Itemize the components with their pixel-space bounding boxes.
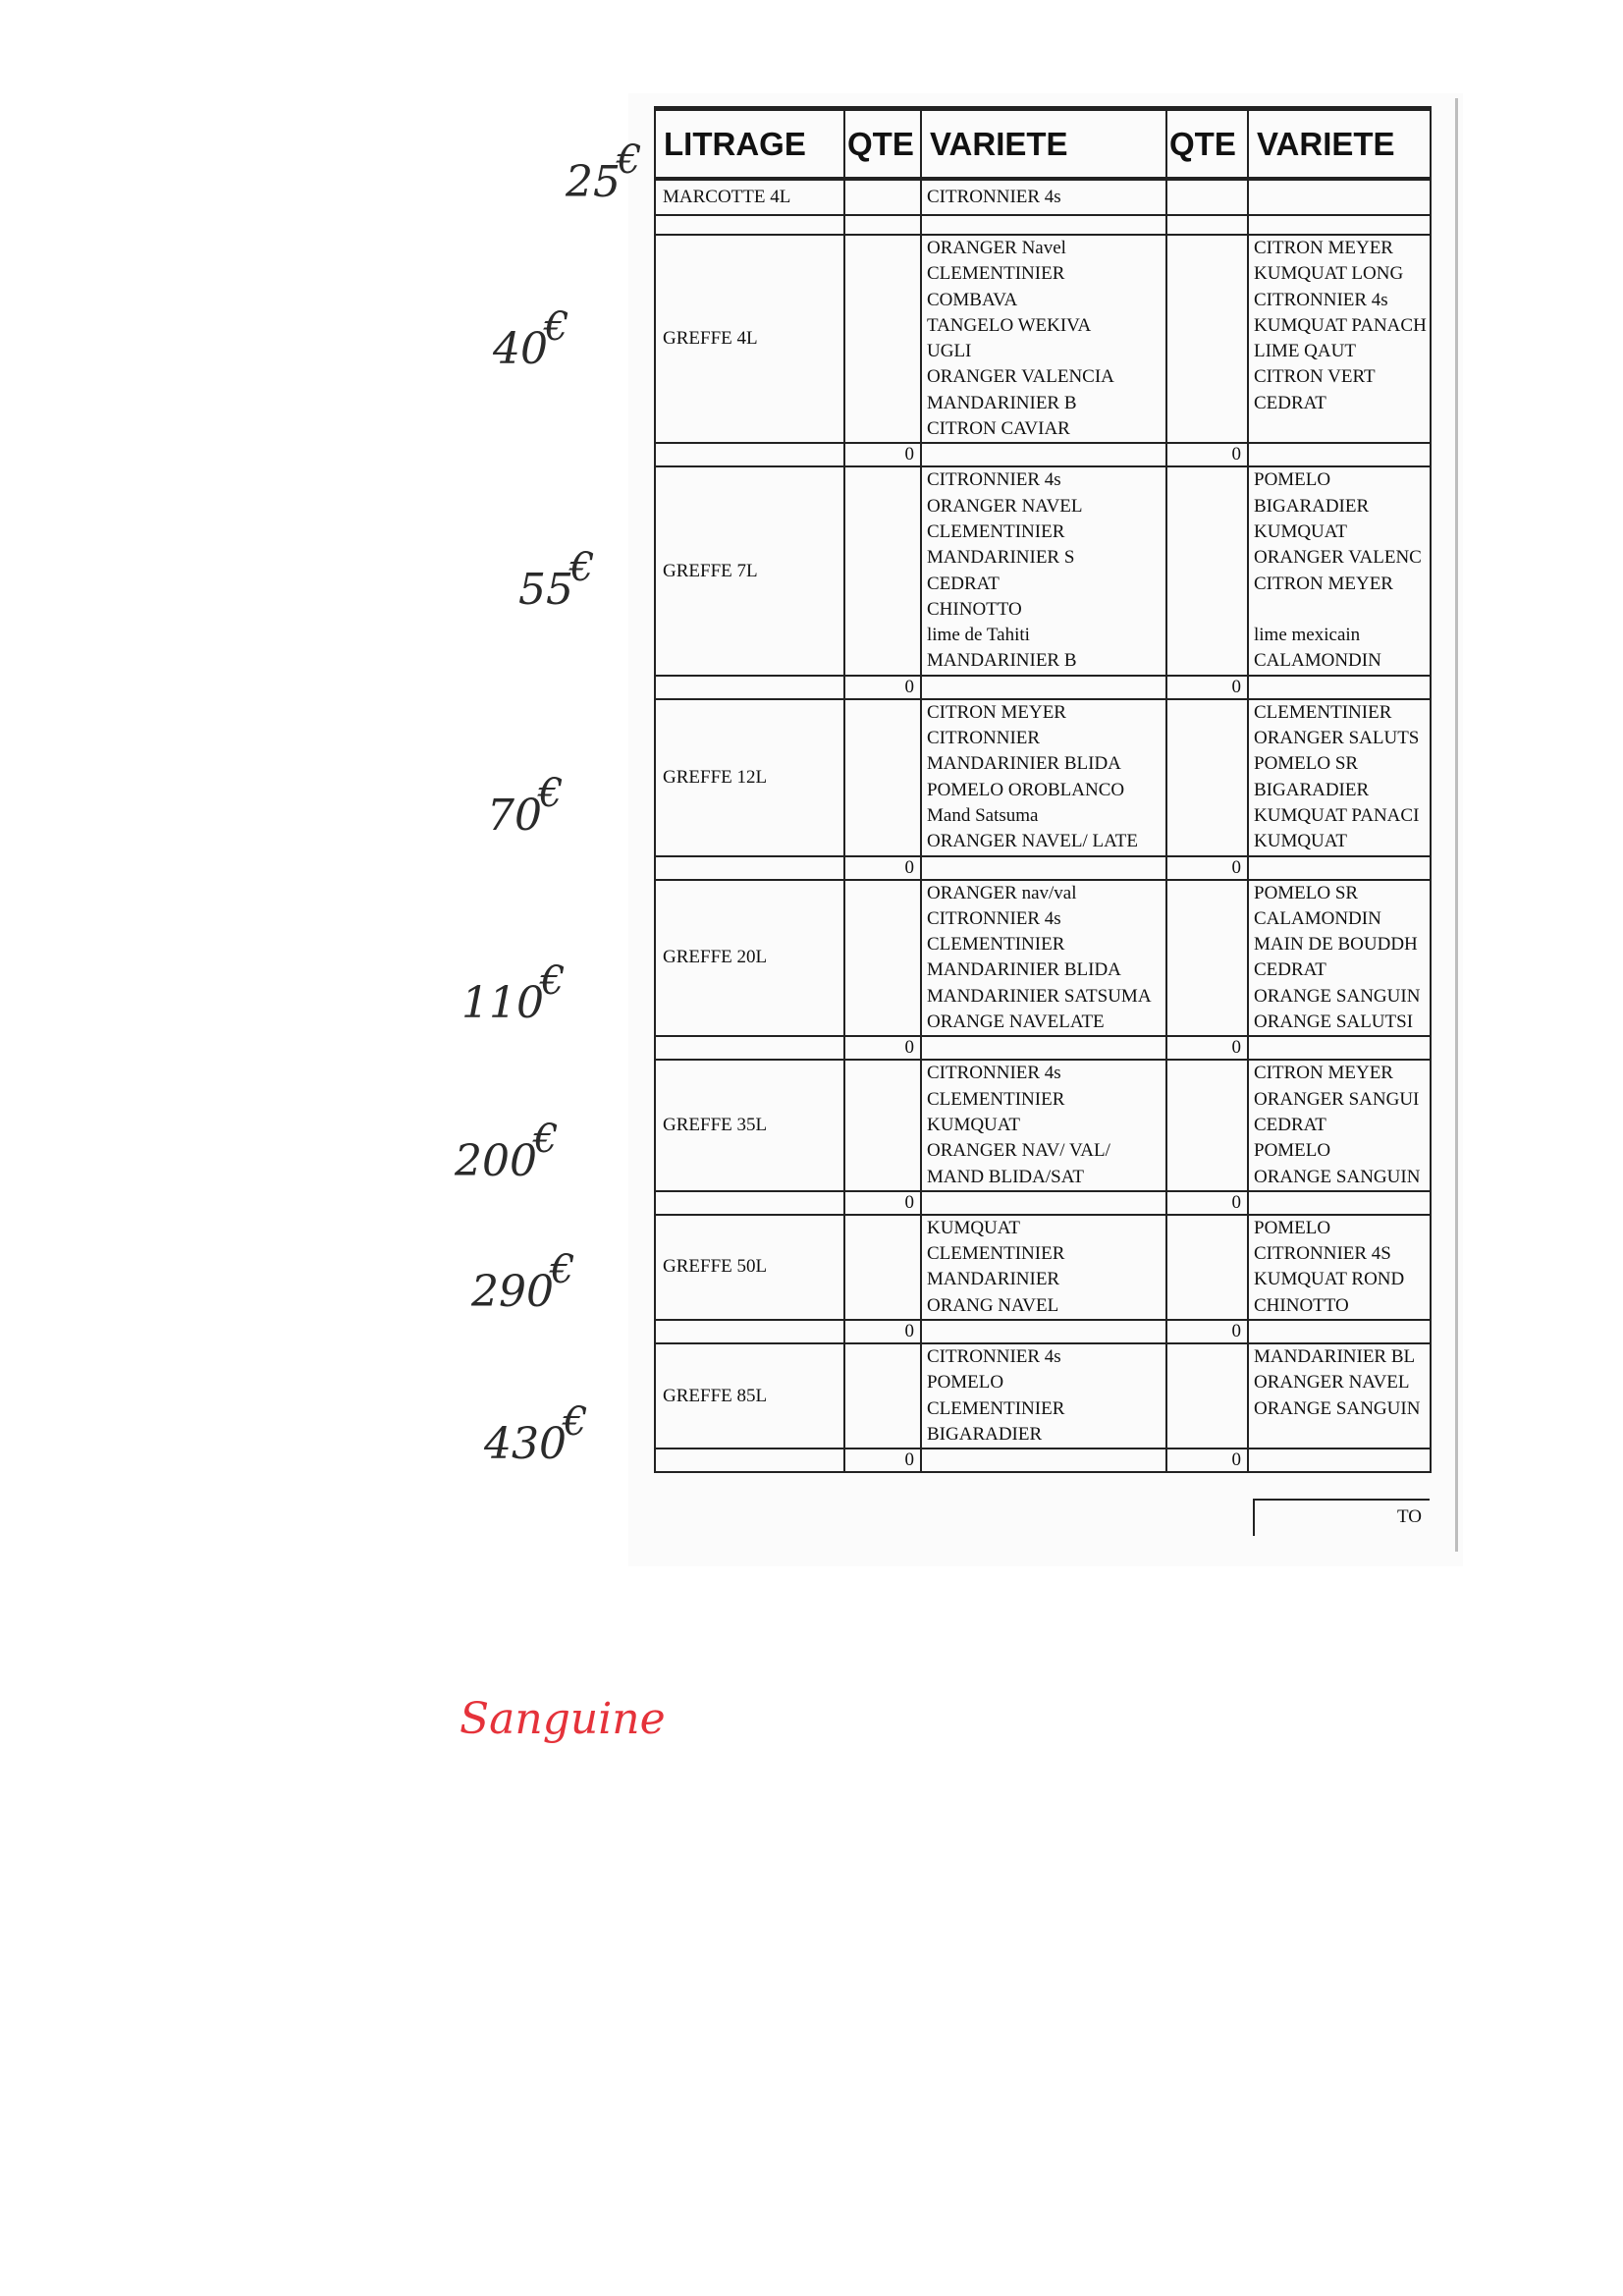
qte-subtotal: 0: [1166, 1320, 1248, 1343]
variete-item: lime de Tahiti: [927, 625, 1030, 646]
qte-cell: [844, 179, 921, 215]
table-row: [655, 699, 1431, 856]
variete-cell: [1248, 466, 1431, 675]
variete-item: ORANGER SANGUI: [1254, 1088, 1420, 1110]
variete-item: CEDRAT: [1254, 392, 1326, 413]
variete-item: BIGARADIER: [927, 1423, 1043, 1445]
variete-item: ORANGE SANGUIN: [1254, 1397, 1421, 1419]
qte-subtotal: 0: [844, 1036, 921, 1060]
variete-item: CITRONNIER 4S: [1254, 1243, 1391, 1265]
variete-item: POMELO: [1254, 1140, 1331, 1162]
qte-cell: [1166, 1060, 1248, 1190]
variete-item: MANDARINIER: [927, 1269, 1060, 1290]
header-variete: VARIETE: [1248, 109, 1431, 180]
litrage-cell: GREFFE 35L: [655, 1060, 844, 1190]
subtotal-row: [655, 856, 1431, 880]
variete-item: CITRON MEYER: [1254, 238, 1393, 258]
qte-cell: [844, 880, 921, 1037]
variete-item: TANGELO WEKIVA: [927, 314, 1092, 336]
qte-subtotal: 0: [844, 1449, 921, 1472]
variete-item: POMELO: [1254, 1217, 1331, 1238]
price-greffe-12l: 70€: [487, 771, 564, 841]
variete-item: KUMQUAT ROND: [1254, 1269, 1405, 1290]
variete-item: CITRON CAVIAR: [927, 418, 1070, 440]
variete-item: CITRONNIER 4s: [927, 1063, 1061, 1084]
variete-item: LIME QAUT: [1254, 341, 1356, 362]
spacer-row: [655, 215, 1431, 235]
variete-item: CALAMONDIN: [1254, 907, 1381, 929]
subtotal-row: [655, 676, 1431, 699]
qte-cell: [1166, 699, 1248, 856]
qte-subtotal: 0: [844, 443, 921, 466]
variete-item: CITRON MEYER: [1254, 573, 1393, 594]
variete-item: lime mexicain: [1254, 625, 1361, 646]
variete-item: ORANGER NAVEL: [1254, 1372, 1410, 1394]
qte-cell: [844, 699, 921, 856]
variete-item: CLEMENTINIER: [927, 1243, 1065, 1265]
qte-subtotal: 0: [1166, 676, 1248, 699]
variete-item: [1254, 597, 1430, 623]
price-marcotte-4l: 25€: [566, 137, 642, 207]
qte-cell: [1166, 880, 1248, 1037]
variete-item: ORANGE NAVELATE: [927, 1011, 1105, 1033]
price-greffe-7l: 55€: [518, 545, 595, 615]
price-greffe-35l: 200€: [455, 1117, 559, 1186]
variete-item: ORANGE SANGUIN: [1254, 985, 1421, 1007]
qte-subtotal: 0: [1166, 1036, 1248, 1060]
table-row: [655, 1060, 1431, 1190]
subtotal-row: [655, 1449, 1431, 1472]
table-row: [655, 466, 1431, 675]
price-greffe-4l: 40€: [493, 304, 569, 374]
variete-cell: [1248, 880, 1431, 1037]
total-cell: TO: [1253, 1499, 1430, 1536]
variete-cell: [921, 699, 1166, 856]
variete-item: POMELO SR: [1254, 753, 1359, 775]
variete-item: CALAMONDIN: [1254, 650, 1381, 672]
subtotal-row: [655, 1191, 1431, 1215]
qte-cell: [844, 235, 921, 443]
variete-item: ORANGE SANGUIN: [1254, 1166, 1421, 1187]
variete-item: MANDARINIER BL: [1254, 1345, 1416, 1367]
qte-subtotal: 0: [844, 1320, 921, 1343]
subtotal-row: [655, 1036, 1431, 1060]
variete-cell: [1248, 1060, 1431, 1190]
variete-item: ORANGER NAVEL: [927, 495, 1083, 517]
header-qte: QTE: [844, 109, 921, 180]
qte-cell: [1166, 179, 1248, 215]
variete-item: CLEMENTINIER: [1254, 701, 1392, 723]
variete-cell: [1248, 179, 1431, 215]
table-row: [655, 179, 1431, 215]
variete-cell: [921, 1215, 1166, 1320]
variete-item: CITRONNIER 4s: [927, 907, 1061, 929]
variete-item: POMELO SR: [1254, 882, 1359, 903]
litrage-cell: GREFFE 12L: [655, 699, 844, 856]
variete-cell: [921, 1343, 1166, 1449]
variete-item: KUMQUAT: [927, 1114, 1020, 1135]
variete-item: CITRONNIER 4s: [927, 1345, 1061, 1367]
variete-item: MANDARINIER SATSUMA: [927, 985, 1152, 1007]
variete-item: CITRON VERT: [1254, 366, 1376, 388]
variete-item: ORANGER nav/val: [927, 882, 1077, 903]
variete-item: CEDRAT: [1254, 1114, 1326, 1135]
variete-item: KUMQUAT PANACI: [1254, 804, 1420, 826]
header-qte: QTE: [1166, 109, 1248, 180]
qte-subtotal: 0: [1166, 443, 1248, 466]
variete-item: CHINOTTO: [1254, 1294, 1349, 1316]
table-row: [655, 1215, 1431, 1320]
variete-item: KUMQUAT LONG: [1254, 263, 1404, 285]
variete-item: KUMQUAT: [1254, 831, 1347, 852]
variete-item: CITRON MEYER: [927, 701, 1066, 723]
variete-item: MAIN DE BOUDDH: [1254, 934, 1418, 956]
litrage-cell: GREFFE 20L: [655, 880, 844, 1037]
variete-item: KUMQUAT: [1254, 520, 1347, 542]
qte-cell: [844, 466, 921, 675]
variete-item: CITRONNIER: [927, 728, 1041, 749]
variete-item: BIGARADIER: [1254, 779, 1370, 800]
variete-item: CLEMENTINIER: [927, 520, 1065, 542]
variete-item: CHINOTTO: [927, 598, 1022, 620]
variete-item: POMELO: [927, 1372, 1004, 1394]
variete-cell: [1248, 699, 1431, 856]
qte-subtotal: 0: [1166, 856, 1248, 880]
table-row: [655, 235, 1431, 443]
variete-cell: [1248, 1343, 1431, 1449]
qte-subtotal: 0: [1166, 1191, 1248, 1215]
qte-cell: [844, 1343, 921, 1449]
variete-item: POMELO OROBLANCO: [927, 779, 1125, 800]
variete-item: MANDARINIER B: [927, 392, 1077, 413]
variete-item: ORANGER VALENCIA: [927, 366, 1114, 388]
qte-cell: [1166, 1343, 1248, 1449]
variete-item: ORANG NAVEL: [927, 1294, 1059, 1316]
handwritten-note: Sanguine: [460, 1694, 666, 1744]
variete-item: MAND BLIDA/SAT: [927, 1166, 1084, 1187]
table-row: [655, 880, 1431, 1037]
variete-item: ORANGER NAVEL/ LATE: [927, 831, 1138, 852]
variete-item: ORANGE SALUTSI: [1254, 1011, 1414, 1033]
variete-item: CLEMENTINIER: [927, 1397, 1065, 1419]
variete-item: ORANGER VALENC: [1254, 547, 1422, 569]
litrage-cell: MARCOTTE 4L: [655, 179, 844, 215]
variete-item: CLEMENTINIER: [927, 934, 1065, 956]
variete-cell: [1248, 1215, 1431, 1320]
qte-cell: [1166, 466, 1248, 675]
litrage-cell: GREFFE 50L: [655, 1215, 844, 1320]
header-litrage: LITRAGE: [655, 109, 844, 180]
price-greffe-50l: 290€: [471, 1247, 575, 1317]
variete-item: CITRONNIER 4s: [927, 469, 1061, 491]
variete-item: CLEMENTINIER: [927, 1088, 1065, 1110]
variete-cell: [921, 466, 1166, 675]
variete-item: CITRON MEYER: [1254, 1063, 1393, 1084]
variete-item: MANDARINIER B: [927, 650, 1077, 672]
variete-item: ORANGER Navel: [927, 238, 1066, 258]
subtotal-row: [655, 443, 1431, 466]
variete-item: UGLI: [927, 341, 972, 362]
variete-item: ORANGER SALUTS: [1254, 728, 1420, 749]
qte-subtotal: 0: [844, 676, 921, 699]
variete-item: KUMQUAT: [927, 1217, 1020, 1238]
header-variete: VARIETE: [921, 109, 1166, 180]
variete-item: KUMQUAT PANACH: [1254, 314, 1427, 336]
litrage-cell: GREFFE 7L: [655, 466, 844, 675]
variete-item: Mand Satsuma: [927, 804, 1039, 826]
qte-cell: [844, 1215, 921, 1320]
variete-item: CEDRAT: [927, 573, 1000, 594]
variete-cell: [921, 880, 1166, 1037]
variete-item: COMBAVA: [927, 289, 1018, 310]
litrage-cell: GREFFE 85L: [655, 1343, 844, 1449]
variete-item: CLEMENTINIER: [927, 263, 1065, 285]
variete-item: POMELO: [1254, 469, 1331, 491]
header-row: [655, 109, 1431, 180]
qte-subtotal: 0: [844, 1191, 921, 1215]
variete-cell: [1248, 235, 1431, 443]
qte-cell: [1166, 1215, 1248, 1320]
variete-item: MANDARINIER BLIDA: [927, 959, 1121, 981]
price-greffe-85l: 430€: [484, 1399, 588, 1469]
variete-cell: [921, 1060, 1166, 1190]
variete-cell: [921, 235, 1166, 443]
variete-item: ORANGER NAV/ VAL/: [927, 1140, 1110, 1162]
litrage-cell: GREFFE 4L: [655, 235, 844, 443]
qte-cell: [1166, 235, 1248, 443]
variete-cell: CITRONNIER 4s: [921, 179, 1166, 215]
price-grid: [654, 106, 1432, 1473]
variete-item: CITRONNIER 4s: [1254, 289, 1388, 310]
subtotal-row: [655, 1320, 1431, 1343]
price-greffe-20l: 110€: [461, 958, 566, 1028]
variete-item: MANDARINIER BLIDA: [927, 753, 1121, 775]
variete-item: BIGARADIER: [1254, 495, 1370, 517]
sheet-edge: [1455, 98, 1458, 1552]
qte-subtotal: 0: [844, 856, 921, 880]
variete-item: MANDARINIER S: [927, 547, 1075, 569]
qte-cell: [844, 1060, 921, 1190]
variete-item: CEDRAT: [1254, 959, 1326, 981]
qte-subtotal: 0: [1166, 1449, 1248, 1472]
table-row: [655, 1343, 1431, 1449]
